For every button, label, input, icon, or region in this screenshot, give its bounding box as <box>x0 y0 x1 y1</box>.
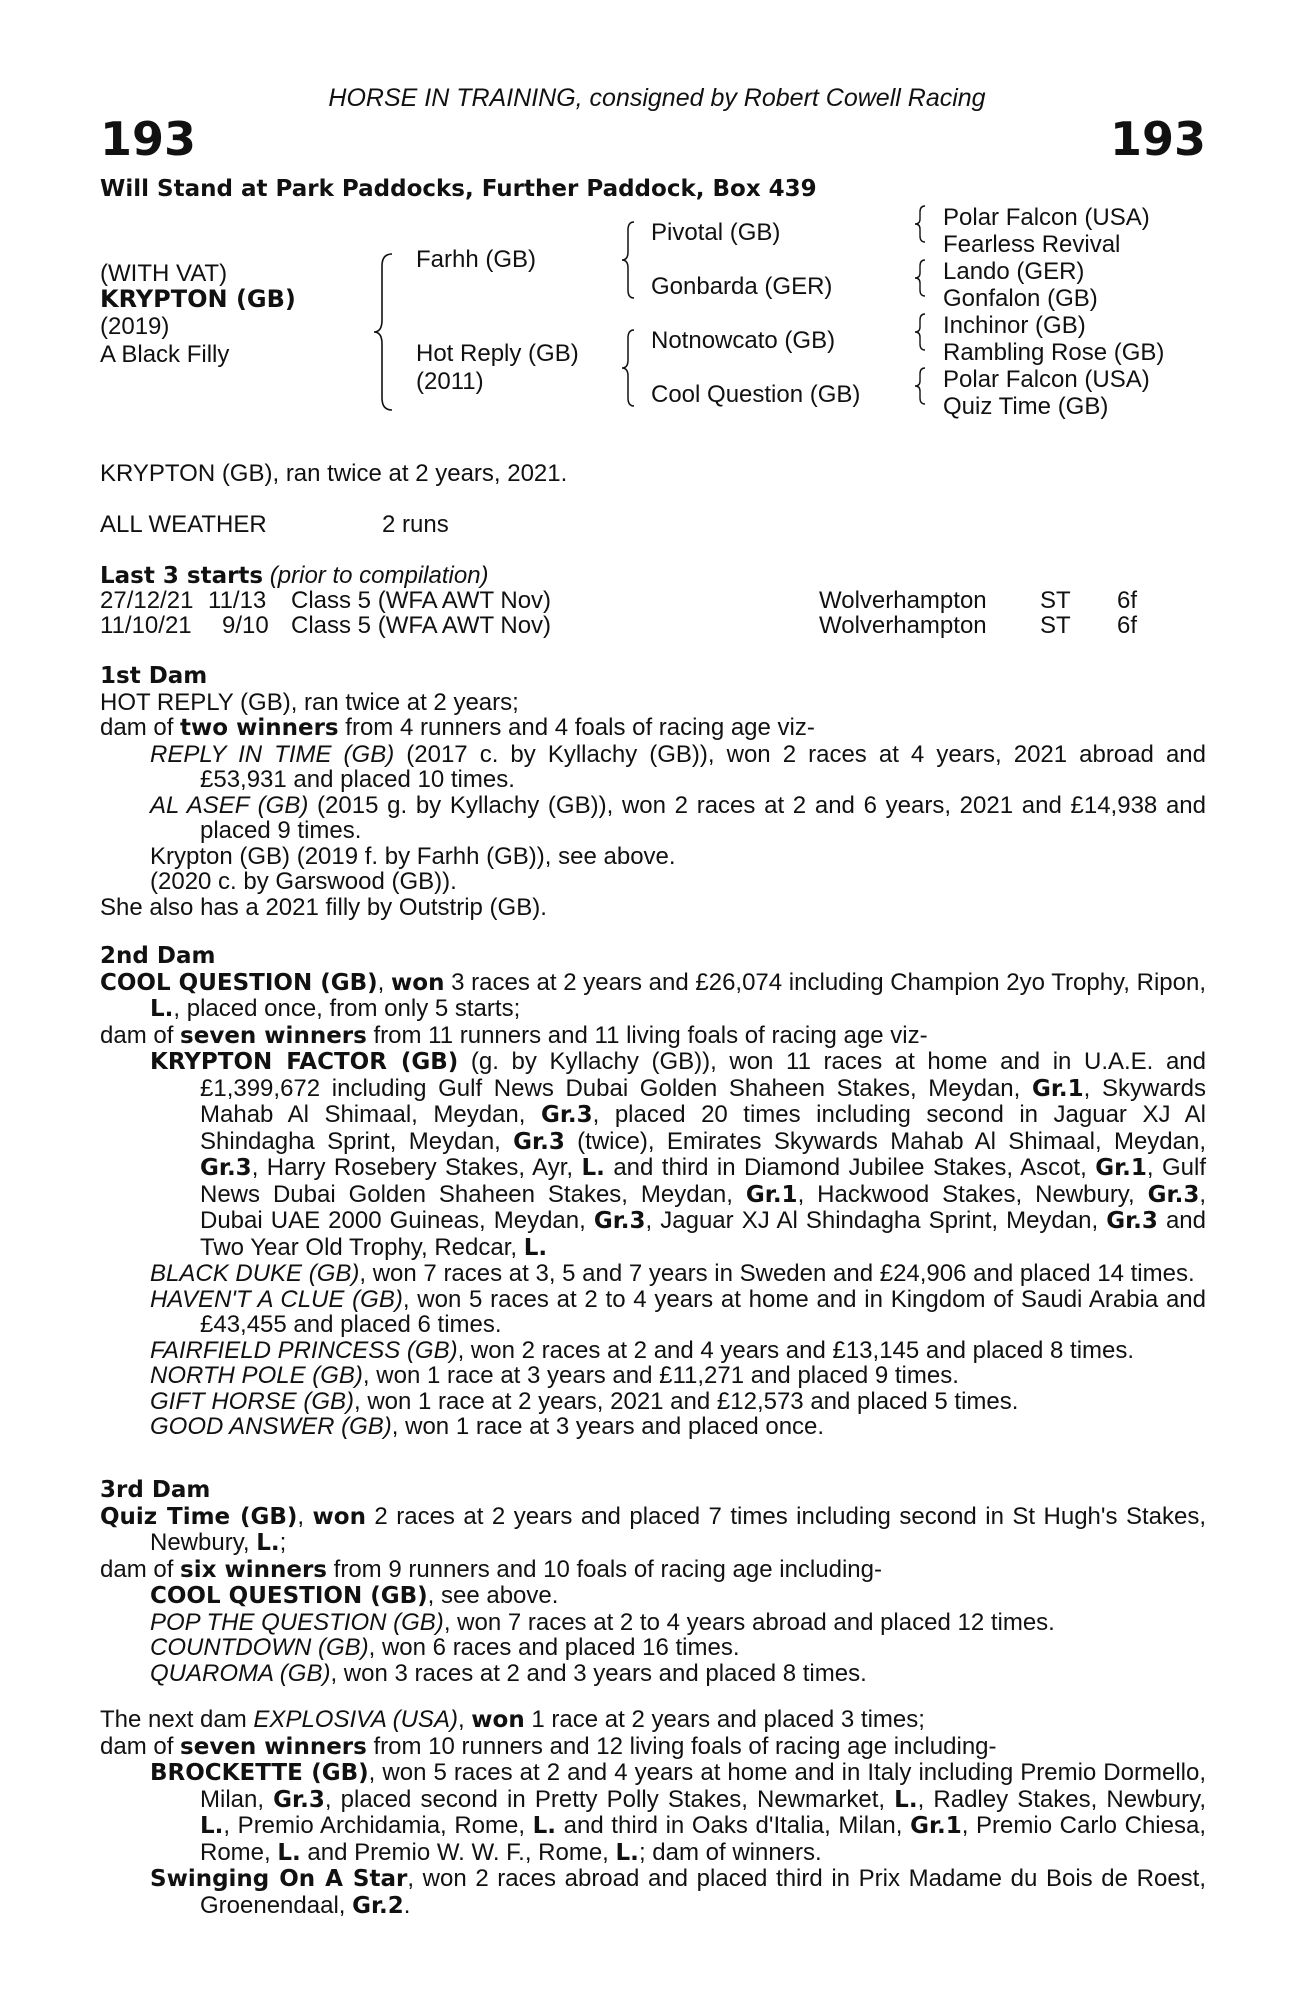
pedigree-brace-main <box>372 252 394 412</box>
third-dam-heading: 3rd Dam <box>100 1477 211 1503</box>
start-going: ST <box>1040 587 1071 614</box>
pedigree-g3-6: Rambling Rose (GB) <box>943 339 1165 366</box>
last-starts-title: Last 3 starts <box>100 563 264 589</box>
consignor-header: HORSE IN TRAINING, consigned by Robert Cowell Racing <box>328 84 986 112</box>
offspring-entry: NORTH POLE (GB), won 1 race at 3 years and £11,271 and placed 9 times. <box>150 1362 959 1389</box>
second-dam-produce-intro: dam of seven winners from 11 runners and 11 living foals of racing age viz- <box>100 1021 928 1049</box>
offspring-entry: BLACK DUKE (GB), won 7 races at 3, 5 and 7 years in Sweden and £24,906 and placed 14 times. <box>150 1260 1195 1287</box>
first-dam-line: HOT REPLY (GB), ran twice at 2 years; <box>100 688 519 716</box>
start-going: ST <box>1040 612 1071 639</box>
first-dam-note: She also has a 2021 filly by Outstrip (GB). <box>100 893 547 921</box>
start-distance: 6f <box>1117 587 1138 614</box>
first-dam-section <box>100 664 1206 920</box>
offspring-entry: FAIRFIELD PRINCESS (GB), won 2 races at 2 and 4 years and £13,145 and placed 8 times. <box>150 1336 1135 1364</box>
pedigree-sire-sire: Pivotal (GB) <box>651 219 781 246</box>
start-date: 27/12/21 <box>100 587 194 614</box>
first-dam-heading: 1st Dam <box>100 663 208 689</box>
offspring-entry: (2020 c. by Garswood (GB)). <box>150 868 457 895</box>
pedigree-brace-g3-3 <box>913 312 927 352</box>
pedigree-brace-sire <box>620 220 636 300</box>
stand-location: Will Stand at Park Paddocks, Further Paddock, Box 439 <box>100 176 817 202</box>
next-dam-produce-intro: dam of seven winners from 10 runners and 12 living foals of racing age including- <box>100 1732 997 1760</box>
offspring-entry: Krypton (GB) (2019 f. by Farhh (GB)), see above. <box>150 842 676 870</box>
third-dam-produce-intro: dam of six winners from 9 runners and 10 foals of racing age including- <box>100 1555 882 1583</box>
second-dam-section <box>100 944 1206 1440</box>
horse-name: KRYPTON (GB) <box>100 285 296 313</box>
offspring-entry: COUNTDOWN (GB), won 6 races and placed 16 times. <box>150 1634 740 1661</box>
offspring-entry: GIFT HORSE (GB), won 1 race at 2 years, 2021 and £12,573 and placed 5 times. <box>150 1387 1019 1415</box>
offspring-entry: GOOD ANSWER (GB), won 1 race at 3 years and placed once. <box>150 1413 825 1440</box>
pedigree-g3-8: Quiz Time (GB) <box>943 393 1109 420</box>
offspring-entry: COOL QUESTION (GB), see above. <box>150 1582 559 1609</box>
race-summary: KRYPTON (GB), ran twice at 2 years, 2021. <box>100 460 568 487</box>
vat-note: (WITH VAT) <box>100 260 228 287</box>
start-course: Wolverhampton <box>819 587 987 614</box>
pedigree-g3-2: Fearless Revival <box>943 231 1121 258</box>
pedigree-sire: Farhh (GB) <box>416 246 537 273</box>
pedigree-dam-sire: Notnowcato (GB) <box>651 327 836 354</box>
pedigree-brace-g3-1 <box>913 204 927 244</box>
pedigree-brace-g3-4 <box>913 366 927 406</box>
lot-number-left: 193 <box>100 112 197 166</box>
offspring-entry: BROCKETTE (GB), won 5 races at 2 and 4 years at home and in Italy including Premio Dormello, Milan, Gr.3, placed second in Pretty Polly Stakes, Newmarket, L., Radley Stakes, Newbury, L., Premio Archidamia, Rome, L. and third in Oaks d'Italia, Milan, Gr.1, Premio Carlo Chiesa, Rome, L. and Premio W. W. F., Rome, L.; dam of winners. <box>150 1759 1207 1866</box>
pedigree-g3-1: Polar Falcon (USA) <box>943 204 1150 231</box>
start-race: Class 5 (WFA AWT Nov) <box>291 587 552 614</box>
last-starts-note: (prior to compilation) <box>269 562 489 589</box>
offspring-entry: QUAROMA (GB), won 3 races at 2 and 3 years and placed 8 times. <box>150 1659 867 1687</box>
pedigree-dam-year: (2011) <box>416 368 484 395</box>
start-position: 9/10 <box>222 612 269 639</box>
offspring-entry: POP THE QUESTION (GB), won 7 races at 2 to 4 years abroad and placed 12 times. <box>150 1608 1055 1636</box>
pedigree-g3-3: Lando (GER) <box>943 258 1085 285</box>
pedigree-g3-4: Gonfalon (GB) <box>943 285 1098 312</box>
pedigree-g3-7: Polar Falcon (USA) <box>943 366 1150 393</box>
offspring-entry: HAVEN'T A CLUE (GB), won 5 races at 2 to 4 years at home and in Kingdom of Saudi Arabia and £43,455 and placed 6 times. <box>150 1285 1207 1338</box>
last-starts-heading <box>100 562 489 590</box>
second-dam-line: COOL QUESTION (GB), won 3 races at 2 years and £26,074 including Champion 2yo Trophy, Ripon, L., placed once, from only 5 starts; <box>100 968 1206 1022</box>
offspring-entry: REPLY IN TIME (GB) (2017 c. by Kyllachy (GB)), won 2 races at 4 years, 2021 abroad and £53,931 and placed 10 times. <box>150 740 1206 793</box>
pedigree-brace-g3-2 <box>913 258 927 298</box>
start-distance: 6f <box>1117 612 1138 639</box>
pedigree-sire-dam: Gonbarda (GER) <box>651 273 833 300</box>
third-dam-line: Quiz Time (GB), won 2 races at 2 years and placed 7 times including second in St Hugh's Stakes, Newbury, L.; <box>100 1502 1206 1556</box>
third-dam-section <box>100 1478 1206 1686</box>
offspring-entry: AL ASEF (GB) (2015 g. by Kyllachy (GB)), won 2 races at 2 and 6 years, 2021 and £14,938 and placed 9 times. <box>150 791 1206 844</box>
pedigree-dam-dam: Cool Question (GB) <box>651 381 861 408</box>
pedigree-dam: Hot Reply (GB) <box>416 340 579 367</box>
pedigree-brace-dam <box>620 328 636 408</box>
horse-year: (2019) <box>100 313 170 340</box>
start-position: 11/13 <box>208 587 267 614</box>
surface-label: ALL WEATHER <box>100 511 267 538</box>
horse-description: A Black Filly <box>100 341 230 368</box>
offspring-entry: KRYPTON FACTOR (GB) (g. by Kyllachy (GB)), won 11 races at home and in U.A.E. and £1,399,672 including Gulf News Dubai Golden Shaheen Stakes, Meydan, Gr.1, Skywards Mahab Al Shimaal, Meydan, Gr.3, placed 20 times including second in Jaguar XJ Al Shindagha Sprint, Meydan, Gr.3 (twice), Emirates Skywards Mahab Al Shimaal, Meydan, Gr.3, Harry Rosebery Stakes, Ayr, L. and third in Diamond Jubilee Stakes, Ascot, Gr.1, Gulf News Dubai Golden Shaheen Stakes, Meydan, Gr.1, Hackwood Stakes, Newbury, Gr.3, Dubai UAE 2000 Guineas, Meydan, Gr.3, Jaguar XJ Al Shindagha Sprint, Meydan, Gr.3 and Two Year Old Trophy, Redcar, L. <box>150 1048 1206 1261</box>
start-race: Class 5 (WFA AWT Nov) <box>291 612 552 639</box>
offspring-entry: Swinging On A Star, won 2 races abroad and placed third in Prix Madame du Bois de Roest, Groenendaal, Gr.2. <box>150 1865 1206 1919</box>
start-course: Wolverhampton <box>819 612 987 639</box>
start-date: 11/10/21 <box>100 612 192 639</box>
next-dam-line: The next dam EXPLOSIVA (USA), won 1 race at 2 years and placed 3 times; <box>100 1706 925 1733</box>
lot-number-right: 193 <box>1109 112 1206 166</box>
second-dam-heading: 2nd Dam <box>100 943 216 969</box>
pedigree-g3-5: Inchinor (GB) <box>943 312 1086 339</box>
first-dam-produce-intro: dam of two winners from 4 runners and 4 foals of racing age viz- <box>100 714 815 741</box>
surface-runs: 2 runs <box>382 511 449 538</box>
next-dam-section <box>100 1707 1206 1919</box>
